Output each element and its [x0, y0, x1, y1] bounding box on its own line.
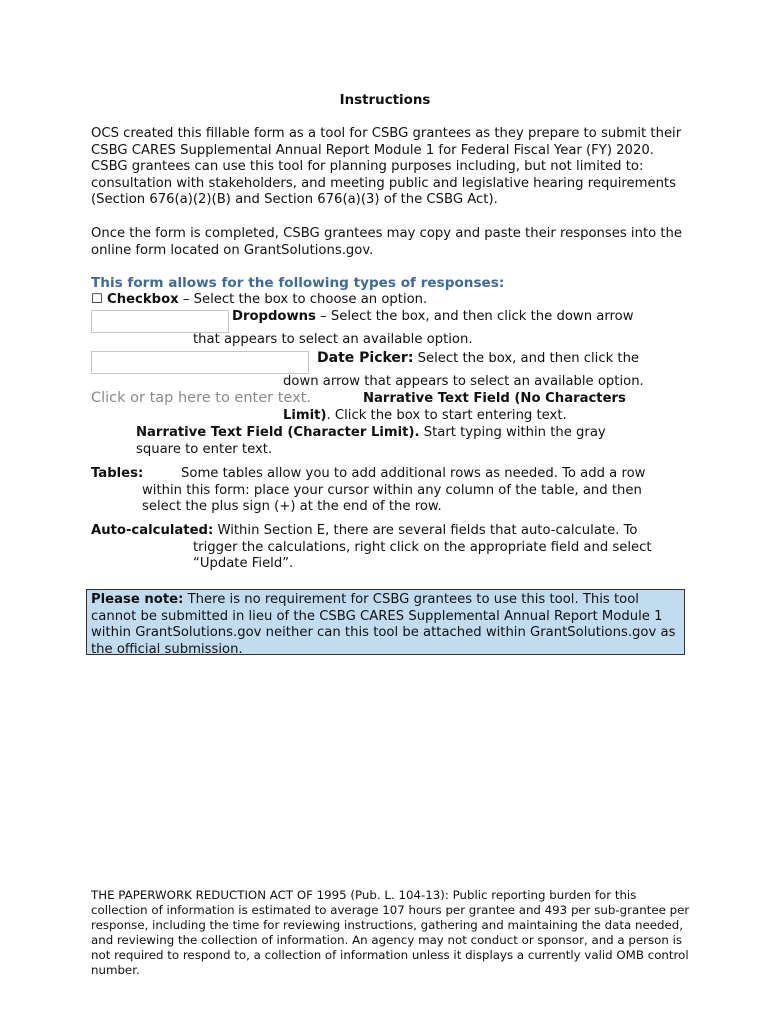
date-picker-line — [317, 350, 639, 368]
auto-calc-text-cont-1: trigger the calculations, right click on the appropriate field and select — [193, 540, 652, 555]
date-picker-text-cont: down arrow that appears to select an available option. — [283, 374, 644, 389]
narrative-no-limit-label-cont: Limit) — [283, 408, 327, 423]
auto-calc-text-cont-2: “Update Field”. — [193, 556, 294, 571]
tables-text-cont-2: select the plus sign (+) at the end of the row. — [142, 499, 442, 514]
dropdowns-line — [232, 309, 634, 326]
narrative-no-limit-text: . Click the box to start entering text. — [326, 408, 567, 423]
please-note-text: There is no requirement for CSBG grantees to use this tool. This tool cannot be submitted in lieu of the CSBG CARES Supplemental Annual Report Module 1 within GrantSolutions.gov neither can this tool be attached within GrantSolutions.gov as the official submission. — [91, 592, 676, 657]
tables-text-cont-1: within this form: place your cursor within any column of the table, and then — [142, 483, 642, 498]
please-note-label: Please note: — [91, 592, 184, 607]
auto-calc-label: Auto-calculated: — [91, 523, 214, 538]
dropdowns-text-cont: that appears to select an available option. — [193, 332, 473, 347]
checkbox-icon[interactable]: ☐ — [91, 292, 103, 307]
narrative-limit-text: Start typing within the gray — [419, 425, 606, 440]
paperwork-reduction-notice: THE PAPERWORK REDUCTION ACT OF 1995 (Pub. L. 104-13): Public reporting burden for this collection of information is estimated to average 107 hours per grantee and 493 per sub-grantee per response, including the time for reviewing instructions, gathering and maintaining the data needed, and reviewing the collection of information. An agency may not conduct or sponsor, and a person is not required to respond to, a collection of information unless it displays a currently valid OMB control number. — [91, 888, 690, 977]
checkbox-text: – Select the box to choose an option. — [178, 292, 428, 307]
narrative-no-limit-label: Narrative Text Field (No Characters — [363, 391, 626, 406]
auto-calc-text: Within Section E, there are several fields that auto-calculate. To — [213, 523, 638, 538]
completion-paragraph: Once the form is completed, CSBG grantees may copy and paste their responses into the online form located on GrantSolutions.gov. — [91, 226, 683, 258]
intro-paragraph: OCS created this fillable form as a tool for CSBG grantees as they prepare to submit their CSBG CARES Supplemental Annual Report Module 1 for Federal Fiscal Year (FY) 2020. CSBG grantees can use this tool for planning purposes including, but not limited to: consultation with stakeholders, and meeting public and legislative hearing requirements (Section 676(a)(2)(B) and Section 676(a)(3) of the CSBG Act). — [91, 126, 682, 208]
tables-text: Some tables allow you to add additional rows as needed. To add a row — [181, 466, 646, 481]
tables-label: Tables: — [91, 466, 144, 481]
auto-calc-line — [91, 523, 637, 540]
narrative-limit-text-cont: square to enter text. — [136, 442, 273, 457]
date-picker-field[interactable] — [91, 351, 309, 374]
narrative-limit-line — [136, 425, 606, 442]
checkbox-label: Checkbox — [107, 292, 179, 307]
date-picker-label: Date Picker: — [317, 350, 414, 366]
dropdown-field[interactable] — [91, 310, 229, 333]
please-note-box — [86, 589, 685, 655]
dropdowns-label: Dropdowns — [232, 309, 316, 324]
date-picker-text: Select the box, and then click the — [413, 351, 640, 366]
page-title: Instructions — [339, 93, 431, 108]
responses-heading: This form allows for the following types of responses: — [91, 275, 505, 291]
checkbox-line — [91, 292, 427, 309]
narrative-limit-label: Narrative Text Field (Character Limit). — [136, 425, 420, 440]
dropdowns-text: – Select the box, and then click the down arrow — [315, 309, 634, 324]
narrative-text-field[interactable]: Click or tap here to enter text. — [91, 390, 311, 406]
narrative-no-limit-line — [283, 408, 567, 425]
